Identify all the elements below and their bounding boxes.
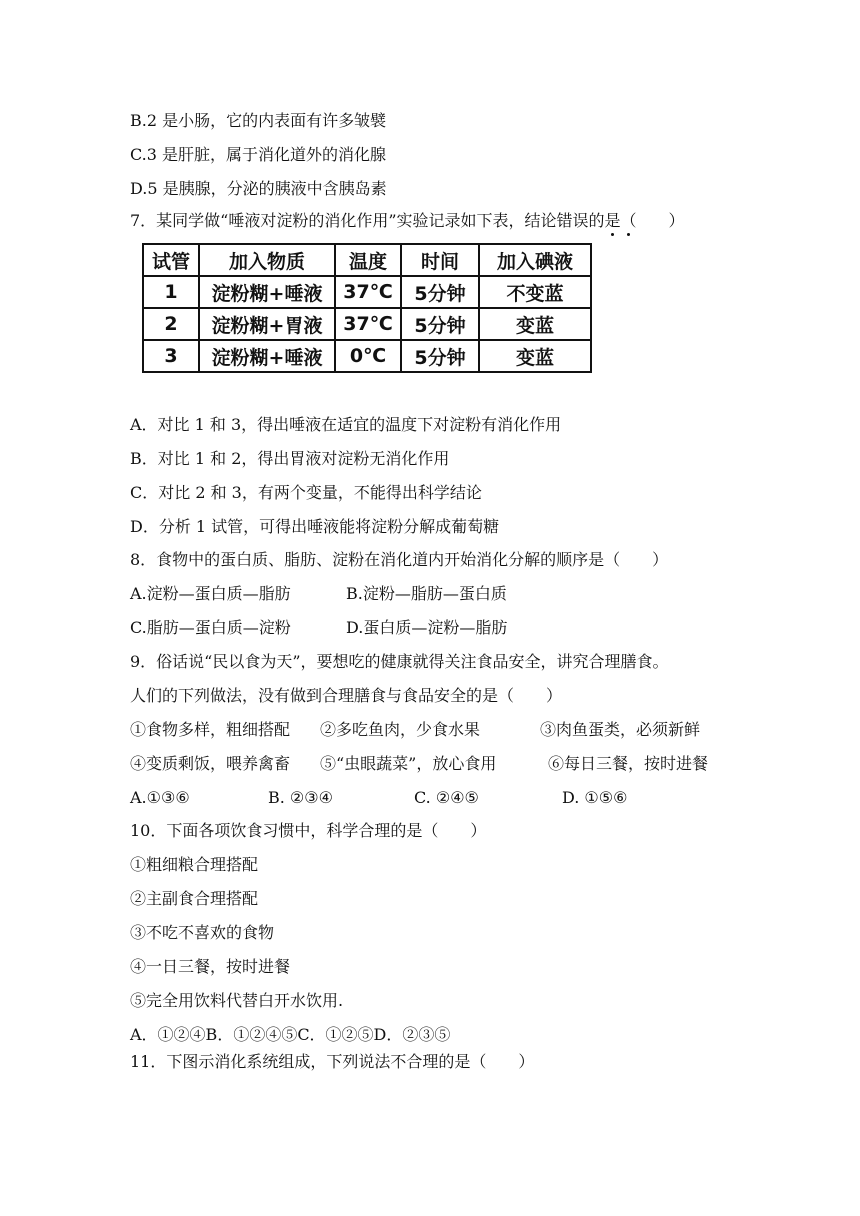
table-cell: 淀粉糊+唾液 — [199, 340, 335, 372]
table-header-cell: 加入物质 — [199, 244, 335, 276]
table-cell: 0℃ — [335, 340, 401, 372]
q9-stem-line2: 人们的下列做法，没有做到合理膳食与食品安全的是（ ） — [130, 686, 563, 705]
q8-stem: 8．食物中的蛋白质、脂肪、淀粉在消化道内开始消化分解的顺序是（ ） — [130, 550, 669, 569]
q10-item: ③不吃不喜欢的食物 — [130, 923, 275, 942]
q9-item: ①食物多样，粗细搭配 — [130, 720, 291, 739]
q9-item: ⑥每日三餐，按时进餐 — [548, 754, 709, 773]
table-cell: 变蓝 — [479, 308, 591, 340]
q9-option-c: C. ②④⑤ — [414, 788, 479, 807]
table-cell: 淀粉糊+唾液 — [199, 276, 335, 308]
q8-option-c: C.脂肪—蛋白质—淀粉 — [130, 618, 291, 637]
emphasis-dot — [627, 233, 630, 236]
q7-stem: 7．某同学做“唾液对淀粉的消化作用”实验记录如下表，结论错误的是（ ） — [130, 211, 685, 230]
q11-stem: 11．下图示消化系统组成，下列说法不合理的是（ ） — [130, 1052, 535, 1071]
table-header-row — [143, 244, 591, 276]
table-cell: 5分钟 — [401, 276, 479, 308]
table-cell: 37℃ — [335, 276, 401, 308]
table-cell: 2 — [143, 308, 199, 340]
q10-stem: 10．下面各项饮食习惯中，科学合理的是（ ） — [130, 821, 487, 840]
table-cell: 5分钟 — [401, 308, 479, 340]
table-header-cell: 加入碘液 — [479, 244, 591, 276]
q7-option-a: A．对比 1 和 3，得出唾液在适宜的温度下对淀粉有消化作用 — [130, 415, 562, 434]
q9-item: ③肉鱼蛋类，必须新鲜 — [540, 720, 701, 739]
emphasis-dot — [611, 233, 614, 236]
q9-stem-line1: 9．俗话说“民以食为天”，要想吃的健康就得关注食品安全，讲究合理膳食。 — [130, 652, 669, 671]
q7-option-c: C．对比 2 和 3，有两个变量，不能得出科学结论 — [130, 483, 482, 502]
table-cell: 1 — [143, 276, 199, 308]
table-header-cell: 时间 — [401, 244, 479, 276]
q9-option-a: A.①③⑥ — [130, 788, 190, 807]
q6-option-d: D.5 是胰腺，分泌的胰液中含胰岛素 — [130, 179, 387, 198]
table-cell: 37℃ — [335, 308, 401, 340]
q10-item: ④一日三餐，按时进餐 — [130, 957, 291, 976]
q9-option-b: B. ②③④ — [268, 788, 333, 807]
q8-option-a: A.淀粉—蛋白质—脂肪 — [130, 584, 291, 603]
table-row — [143, 308, 591, 340]
table-cell: 淀粉糊+胃液 — [199, 308, 335, 340]
table-header-cell: 温度 — [335, 244, 401, 276]
q10-item: ②主副食合理搭配 — [130, 889, 259, 908]
q7-option-b: B．对比 1 和 2，得出胃液对淀粉无消化作用 — [130, 449, 450, 468]
q10-item: ⑤完全用饮料代替白开水饮用. — [130, 991, 344, 1010]
table-cell: 5分钟 — [401, 340, 479, 372]
q9-item: ④变质剩饭，喂养禽畜 — [130, 754, 291, 773]
q7-option-d: D．分析 1 试管，可得出唾液能将淀粉分解成葡萄糖 — [130, 517, 500, 536]
table-row — [143, 276, 591, 308]
experiment-table — [142, 243, 592, 373]
q6-option-c: C.3 是肝脏，属于消化道外的消化腺 — [130, 145, 387, 164]
q6-option-b: B.2 是小肠，它的内表面有许多皱襞 — [130, 111, 387, 130]
table-header-cell: 试管 — [143, 244, 199, 276]
q9-item: ⑤“虫眼蔬菜”，放心食用 — [320, 754, 497, 773]
q10-options: A．①②④B．①②④⑤C．①②⑤D．②③⑤ — [130, 1025, 451, 1044]
q8-option-d: D.蛋白质—淀粉—脂肪 — [346, 618, 508, 637]
q10-item: ①粗细粮合理搭配 — [130, 855, 259, 874]
table-cell: 不变蓝 — [479, 276, 591, 308]
table-cell: 3 — [143, 340, 199, 372]
q8-option-b: B.淀粉—脂肪—蛋白质 — [346, 584, 507, 603]
table-row — [143, 340, 591, 372]
q9-option-d: D. ①⑤⑥ — [562, 788, 628, 807]
table-cell: 变蓝 — [479, 340, 591, 372]
q9-item: ②多吃鱼肉，少食水果 — [320, 720, 481, 739]
